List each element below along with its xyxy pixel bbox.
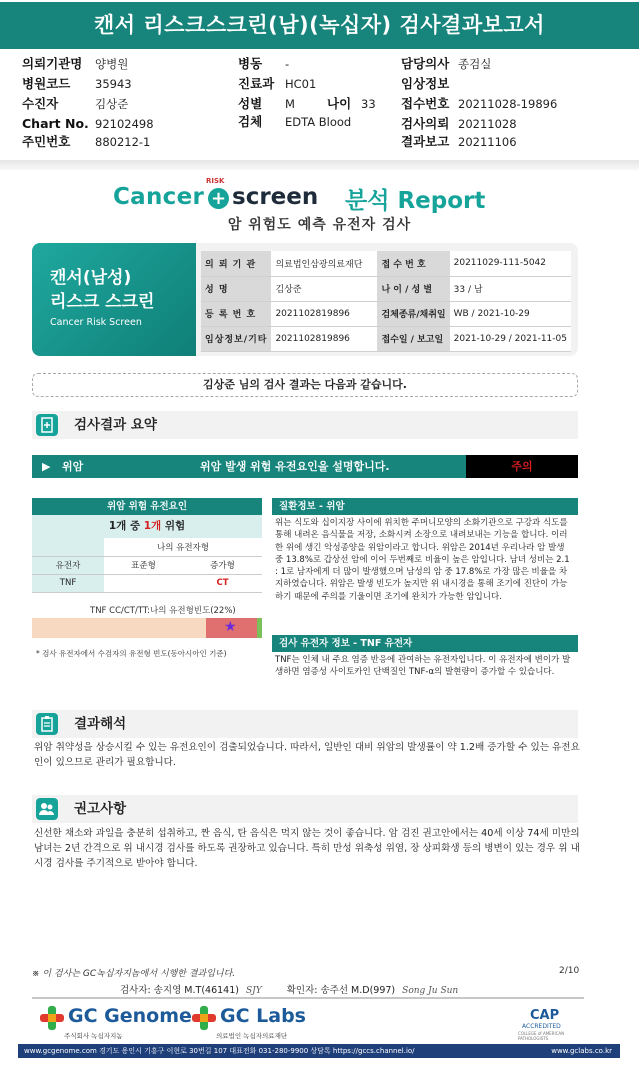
genotype-frequency-bar	[32, 618, 262, 638]
count-suffix: 위험	[161, 520, 186, 532]
hdr-value-chart-no: 92102498	[95, 117, 154, 131]
recommendation-text: 신선한 채소와 과일을 충분히 섭취하고, 짠 음식, 탄 음식은 먹지 않는 것이 좋습니다. 암 검진 권고안에서는 40세 이상 74세 미만의 남녀는 2년 간격으로 위 내시경 검사를 하도록 권장하고 있습니다. 특히 만성 위축성 위염, 장 상피화생 등의 병변이 있는 경우 위 내시경 검사를 주기적으로 받아야 합니다.	[34, 828, 580, 869]
report-title: 캔서 리스크스크린(남)(녹십자) 검사결과보고서	[0, 2, 639, 49]
frequency-note: * 검사 유전자에서 수검자의 유전형 빈도(동아시아인 기준)	[36, 649, 227, 658]
logo-risk-text: RISK	[206, 177, 225, 185]
info-value: 김상준	[271, 276, 377, 301]
risk-gene-heading: 위암 위험 유전요인	[32, 498, 262, 515]
summary-heading: 검사결과 요약	[74, 417, 157, 433]
hdr-label-receipt-no: 접수번호	[401, 96, 450, 111]
gclabs-url: www.gclabs.co.kr	[551, 1047, 612, 1055]
gc-labs-name: GC Labs	[220, 1005, 306, 1027]
gene-label: 유전자	[32, 556, 104, 574]
greeting-box: 김상준 님의 검사 결과는 다음과 같습니다.	[32, 373, 578, 397]
tester: 검사자: 송지영 M.T(46141)	[120, 985, 239, 996]
patient-header	[0, 51, 639, 153]
interpretation-heading: 결과해석	[74, 716, 127, 732]
gene-info-text: TNF는 인체 내 주요 염증 반응에 관여하는 유전자입니다. 이 유전자에 변이가 발생하면 염증성 사이토카인 단백질인 TNF-α의 발현량이 증가할 수 있습니다.	[275, 655, 571, 678]
normal-value	[104, 574, 183, 592]
increased-value: CT	[183, 574, 262, 592]
hdr-label-age: 나이	[327, 96, 352, 111]
gene-name: TNF	[32, 574, 104, 592]
hdr-value-institution: 양병원	[95, 57, 129, 71]
recommendation-section-header	[32, 795, 578, 823]
hdr-label-chart-no: Chart No.	[22, 116, 89, 131]
hdr-value-patient: 김상준	[95, 97, 129, 111]
risk-status-badge: 주의	[466, 455, 578, 478]
gene-info-box	[272, 635, 578, 681]
info-key: 접수일 / 보고일	[377, 326, 449, 351]
frequency-edge-segment	[257, 618, 262, 638]
cap-accredited-logo	[516, 1004, 584, 1040]
table-row	[201, 301, 571, 326]
info-key: 의 뢰 기 관	[201, 251, 271, 276]
normal-label: 표준형	[104, 556, 183, 574]
cancer-risk-screen-logo	[0, 177, 639, 214]
page-number: 2/10	[559, 966, 580, 976]
hdr-value-sex: M	[285, 97, 295, 111]
product-title-2: 리스크 스크린	[50, 292, 155, 312]
table-row	[201, 276, 571, 301]
logo-cancer-text: Cancer	[113, 184, 205, 210]
table-row	[32, 574, 262, 592]
footer-divider	[32, 997, 584, 999]
gc-labs-logo	[190, 1004, 320, 1040]
hdr-label-request-date: 검사의뢰	[401, 116, 450, 131]
confirmer-signature: Song Ju Sun	[402, 986, 459, 996]
info-value: 33 / 남	[450, 276, 571, 301]
hdr-label-specimen: 검체	[238, 114, 263, 129]
hdr-label-department: 진료과	[238, 76, 275, 91]
info-key: 접 수 번 호	[377, 251, 449, 276]
interpretation-section-header	[32, 710, 578, 738]
disease-info-text: 위는 식도와 십이지장 사이에 위치한 주머니모양의 소화기관으로 구강과 식도를 통해 내려온 음식물을 저장, 소화시켜 소장으로 내려보내는 기능을 합니다. 이러한 위에 생긴 악성종양을 위암이라고 합니다. 위암은 2014년 우리나라 암 발생 중 13.8%로 갑상선 암에 이어 두번째로 비율이 높은 암입니다. 남녀 성비는 2.1 : 1로 남자에게 더 많이 발생했으며 남성의 암 중 17.8%로 가장 많은 비율을 차지하였습니다. 위암은 발생 빈도가 높지만 위 내시경을 통해 조기에 진단이 가능하기 때문에 주의를 기울이면 조기에 완치가 가능한 암입니다.	[275, 518, 570, 602]
table-row	[201, 326, 571, 351]
logo-plus-icon: +	[208, 188, 229, 209]
tester-signature: SJY	[246, 986, 262, 996]
genotype-header: 나의 유전자형	[104, 538, 262, 556]
hdr-value-specimen: EDTA Blood	[285, 115, 352, 129]
hdr-label-hospital-code: 병원코드	[22, 76, 71, 91]
hdr-label-clinical-info: 임상정보	[401, 76, 450, 91]
info-value: 2021-10-29 / 2021-11-05	[450, 326, 571, 351]
cap-title: CAP	[530, 1008, 560, 1023]
increased-label: 증가형	[183, 556, 262, 574]
gene-info-heading: 검사 유전자 정보 - TNF 유전자	[272, 635, 578, 652]
gc-genome-name: GC Genome	[68, 1005, 192, 1027]
header-divider	[0, 160, 639, 170]
cap-accredited: ACCREDITED	[522, 1023, 561, 1030]
hdr-label-ward: 병동	[238, 56, 263, 71]
gc-cross-icon	[190, 1004, 218, 1032]
genotype-frequency-label: TNF CC/CT/TT:나의 유전형빈도(22%)	[90, 606, 236, 616]
count-prefix: 1개 중	[108, 520, 144, 532]
summary-section-header	[32, 411, 578, 439]
report-subtitle: 암 위험도 예측 유전자 검사	[227, 217, 412, 233]
recommendation-heading: 권고사항	[74, 801, 127, 817]
cancer-description: 위암 발생 위험 유전요인을 설명합니다.	[200, 460, 390, 473]
confirmer: 확인자: 송주선 M.D(997)	[286, 985, 396, 996]
info-key: 검체종류/채취일	[377, 301, 449, 326]
hdr-value-receipt-no: 20211028-19896	[458, 97, 558, 111]
signatures	[120, 982, 462, 996]
hdr-label-resident-no: 주민번호	[22, 134, 71, 149]
genotype-table	[32, 538, 262, 593]
hdr-value-ward: -	[285, 57, 290, 71]
hdr-value-department: HC01	[285, 77, 317, 91]
empty-cell	[32, 538, 104, 556]
risk-gene-box	[32, 498, 262, 593]
clipboard-icon	[36, 713, 58, 735]
count-risk: 1개	[143, 520, 162, 532]
stomach-cancer-bar	[32, 455, 578, 478]
hdr-label-doctor: 담당의사	[401, 56, 450, 71]
hdr-label-sex: 성별	[238, 96, 263, 111]
disease-info-box	[272, 498, 578, 605]
table-row	[32, 538, 262, 556]
logo-screen-text: screen	[232, 184, 319, 210]
patient-info-table	[201, 251, 571, 352]
info-key: 나 이 / 성 별	[377, 276, 449, 301]
gc-genome-logo	[38, 1004, 192, 1040]
stomach-cancer-row	[32, 455, 466, 478]
info-value: 20211029-111-5042	[450, 251, 571, 276]
hdr-label-institution: 의뢰기관명	[22, 56, 83, 71]
contact-bar	[18, 1044, 620, 1058]
gc-labs-sub: 의료법인 녹십자의료재단	[216, 1032, 288, 1040]
info-value: 의료법인삼광의료재단	[271, 251, 377, 276]
risk-gene-count	[32, 515, 262, 538]
table-row	[201, 251, 571, 276]
hdr-value-age: 33	[361, 97, 376, 111]
product-badge	[32, 243, 196, 356]
hdr-label-patient: 수진자	[22, 96, 59, 111]
hdr-value-hospital-code: 35943	[95, 77, 132, 91]
disease-info-heading: 질환정보 - 위암	[272, 498, 578, 515]
product-title-1: 캔서(남성)	[50, 268, 132, 288]
info-value: 2021102819896	[271, 301, 377, 326]
contact-text: www.gcgenome.com 경기도 용인시 기흥구 이현로 30번길 107 대표전화 031-280-9900 상담톡 https://gccs.channel.io/	[24, 1047, 415, 1055]
plus-document-icon	[36, 414, 58, 436]
lab-note: ※ 이 검사는 GC녹십자지놈에서 시행한 결과입니다.	[32, 969, 236, 979]
consult-icon	[36, 798, 58, 820]
info-value: 2021102819896	[271, 326, 377, 351]
gc-genome-sub: 주식회사 녹십자지놈	[64, 1032, 123, 1040]
product-title-en: Cancer Risk Screen	[50, 317, 142, 328]
cap-college: COLLEGE of AMERICAN PATHOLOGISTS	[518, 1031, 565, 1041]
hdr-value-resident-no: 880212-1	[95, 135, 151, 149]
gc-cross-icon	[38, 1004, 66, 1032]
hdr-label-report-date: 결과보고	[401, 134, 450, 149]
info-key: 성 명	[201, 276, 271, 301]
cancer-name: 위암	[62, 460, 84, 473]
interpretation-text: 위암 취약성을 상승시킬 수 있는 유전요인이 검출되었습니다. 따라서, 일반인 대비 위암의 발생률이 약 1.2배 증가할 수 있는 유전요인이 있으므로 관리가 필요합니다.	[34, 742, 580, 768]
logo-report-text: 분석 Report	[345, 188, 486, 214]
hdr-value-report-date: 20211106	[458, 135, 517, 149]
hdr-value-doctor: 종검실	[458, 57, 492, 71]
hdr-value-request-date: 20211028	[458, 117, 517, 131]
table-row	[32, 556, 262, 574]
play-arrow-icon: ▶	[42, 460, 51, 473]
info-key: 임상정보/기타	[201, 326, 271, 351]
star-icon: ★	[224, 619, 237, 635]
info-key: 등 록 번 호	[201, 301, 271, 326]
info-value: WB / 2021-10-29	[450, 301, 571, 326]
